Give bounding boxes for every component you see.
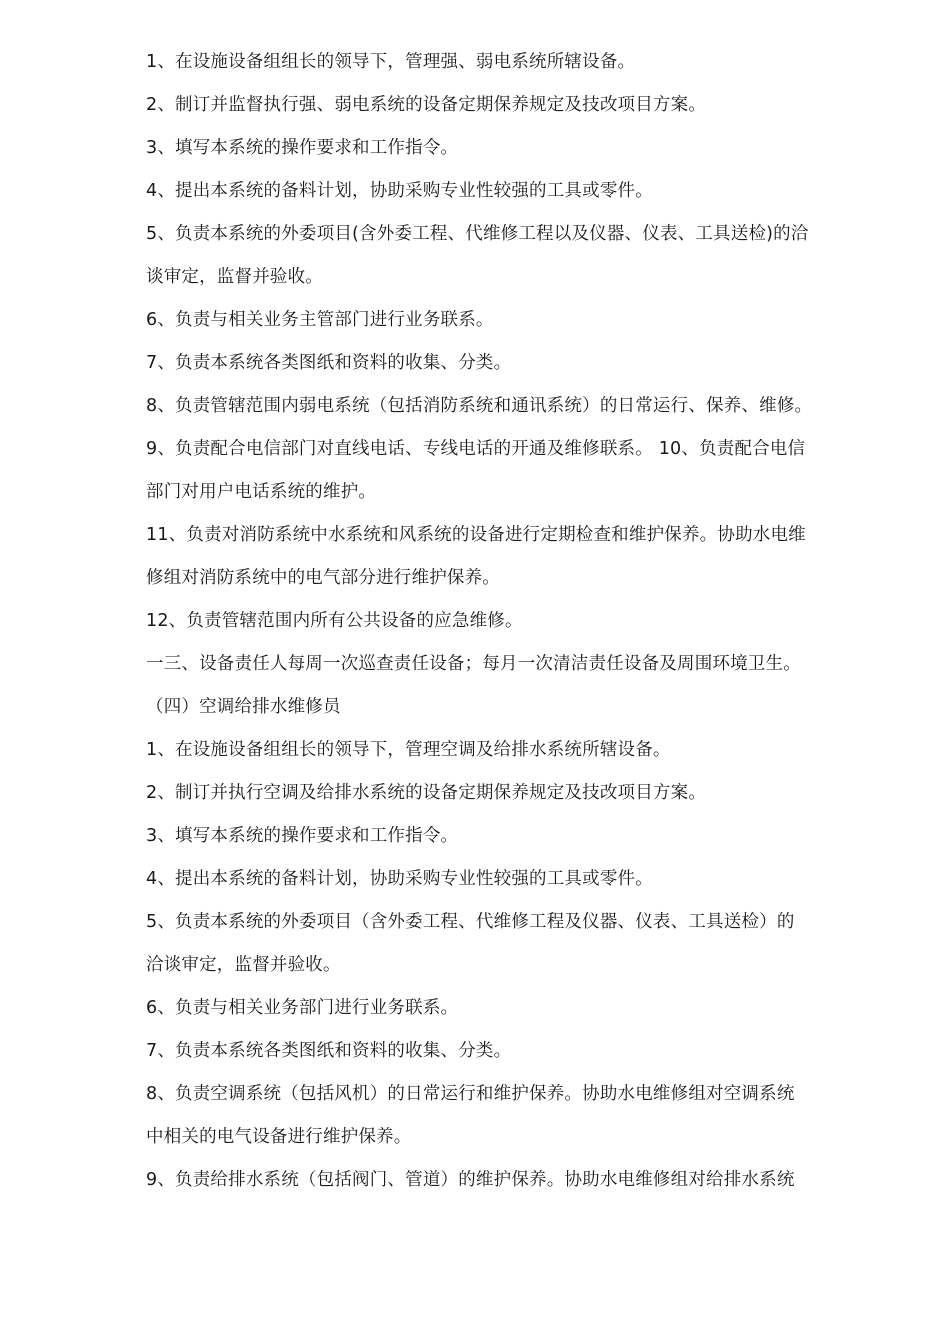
text-line: 5、负责本系统的外委项目（含外委工程、代维修工程及仪器、仪表、工具送检）的 — [146, 912, 795, 932]
text-line: 2、制订并监督执行强、弱电系统的设备定期保养规定及技改项目方案。 — [146, 95, 707, 115]
text-line: 中相关的电气设备进行维护保养。 — [146, 1127, 412, 1147]
text-line: 8、负责管辖范围内弱电系统（包括消防系统和通讯系统）的日常运行、保养、维修。 — [146, 396, 813, 416]
text-line: 1、在设施设备组组长的领导下，管理强、弱电系统所辖设备。 — [146, 52, 636, 72]
section-heading: （四）空调给排水维修员 — [146, 697, 341, 717]
text-line: 修组对消防系统中的电气部分进行维护保养。 — [146, 568, 500, 588]
text-line: 7、负责本系统各类图纸和资料的收集、分类。 — [146, 353, 512, 373]
text-line: 3、填写本系统的操作要求和工作指令。 — [146, 826, 459, 846]
text-line: 部门对用户电话系统的维护。 — [146, 482, 377, 502]
text-line: 6、负责与相关业务主管部门进行业务联系。 — [146, 310, 494, 330]
text-line: 4、提出本系统的备料计划，协助采购专业性较强的工具或零件。 — [146, 181, 653, 201]
text-line: 7、负责本系统各类图纸和资料的收集、分类。 — [146, 1041, 512, 1061]
text-line: 12、负责管辖范围内所有公共设备的应急维修。 — [146, 611, 523, 631]
text-line: 6、负责与相关业务部门进行业务联系。 — [146, 998, 459, 1018]
text-line: 11、负责对消防系统中水系统和风系统的设备进行定期检查和维护保养。协助水电维 — [146, 525, 806, 545]
text-line: 9、负责给排水系统（包括阀门、管道）的维护保养。协助水电维修组对给排水系统 — [146, 1170, 795, 1190]
text-line: 9、负责配合电信部门对直线电话、专线电话的开通及维修联系。 10、负责配合电信 — [146, 439, 806, 459]
text-line: 8、负责空调系统（包括风机）的日常运行和维护保养。协助水电维修组对空调系统 — [146, 1084, 795, 1104]
text-line: 洽谈审定，监督并验收。 — [146, 955, 341, 975]
text-line: 一三、设备责任人每周一次巡查责任设备；每月一次清洁责任设备及周围环境卫生。 — [146, 654, 801, 674]
text-line: 2、制订并执行空调及给排水系统的设备定期保养规定及技改项目方案。 — [146, 783, 707, 803]
text-line: 1、在设施设备组组长的领导下，管理空调及给排水系统所辖设备。 — [146, 740, 671, 760]
text-line: 3、填写本系统的操作要求和工作指令。 — [146, 138, 459, 158]
text-line: 4、提出本系统的备料计划，协助采购专业性较强的工具或零件。 — [146, 869, 653, 889]
text-line: 谈审定，监督并验收。 — [146, 267, 323, 287]
text-line: 5、负责本系统的外委项目(含外委工程、代维修工程以及仪器、仪表、工具送检)的洽 — [146, 224, 809, 244]
